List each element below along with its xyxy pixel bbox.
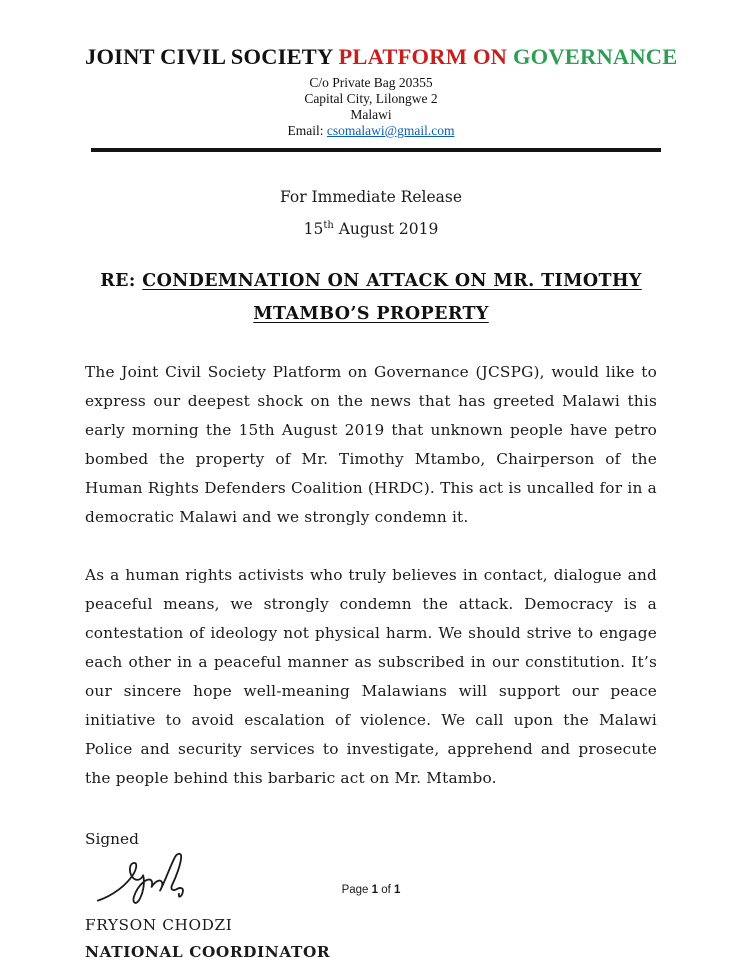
signatory-name: FRYSON CHODZI (85, 916, 233, 935)
footer-total-pages: 1 (394, 884, 401, 896)
release-date-day: 15 (303, 220, 324, 239)
subject-prefix: RE: (100, 271, 143, 292)
page-number-footer (0, 884, 742, 896)
body-paragraph-2: As a human rights activists who truly believes in contact, dialogue and peaceful means, we strongly condemn the attack. Democracy is a contestation of ideology not physical harm. We should strive to engage each other in a peaceful manner as subscribed in our constitution. It’s our sincere hope well-meaning Malawians will support our peace initiative to avoid escalation of violence. We call upon the Malawi Police and security services to investigate, apprehend and prosecute the people behind this barbaric act on Mr. Mtambo. (85, 566, 657, 788)
signatory-role: NATIONAL COORDINATOR (85, 943, 331, 960)
signature-image (79, 850, 657, 908)
organization-name-part1: JOINT CIVIL SOCIETY (85, 44, 339, 69)
signed-label: Signed (85, 830, 139, 849)
footer-of-label: of (378, 884, 395, 896)
release-date-ordinal: th (323, 220, 334, 231)
subject-heading (85, 265, 657, 331)
letterhead (85, 44, 678, 152)
footer-page-label: Page (341, 884, 372, 896)
footer-page-number: 1 (371, 884, 379, 896)
email-link[interactable]: csomalawi@gmail.com (326, 123, 455, 138)
organization-name (85, 44, 678, 70)
release-statement: For Immediate Release (279, 188, 463, 206)
address-line-3: Malawi (350, 107, 392, 122)
subject-title: CONDEMNATION ON ATTACK ON MR. TIMOTHY MTAMBO’S PROPERTY (142, 271, 642, 325)
address-line-2: Capital City, Lilongwe 2 (304, 91, 438, 106)
release-date-rest: August 2019 (333, 220, 439, 239)
letterhead-divider (91, 148, 661, 152)
address-line-1: C/o Private Bag 20355 (309, 75, 433, 90)
email-line (85, 123, 657, 139)
release-date (85, 220, 657, 238)
organization-name-part2: PLATFORM ON (338, 44, 513, 69)
email-label: Email: (287, 123, 327, 138)
handwritten-signature-icon (79, 850, 239, 908)
organization-name-part3: GOVERNANCE (512, 44, 678, 69)
body-paragraph-1: The Joint Civil Society Platform on Governance (JCSPG), would like to express our deepest shock on the news that has greeted Malawi this early morning the 15th August 2019 that unknown people have petro bombed the property of Mr. Timothy Mtambo, Chairperson of the Human Rights Defenders Coalition (HRDC). This act is uncalled for in a democratic Malawi and we strongly condemn it. (85, 363, 657, 527)
